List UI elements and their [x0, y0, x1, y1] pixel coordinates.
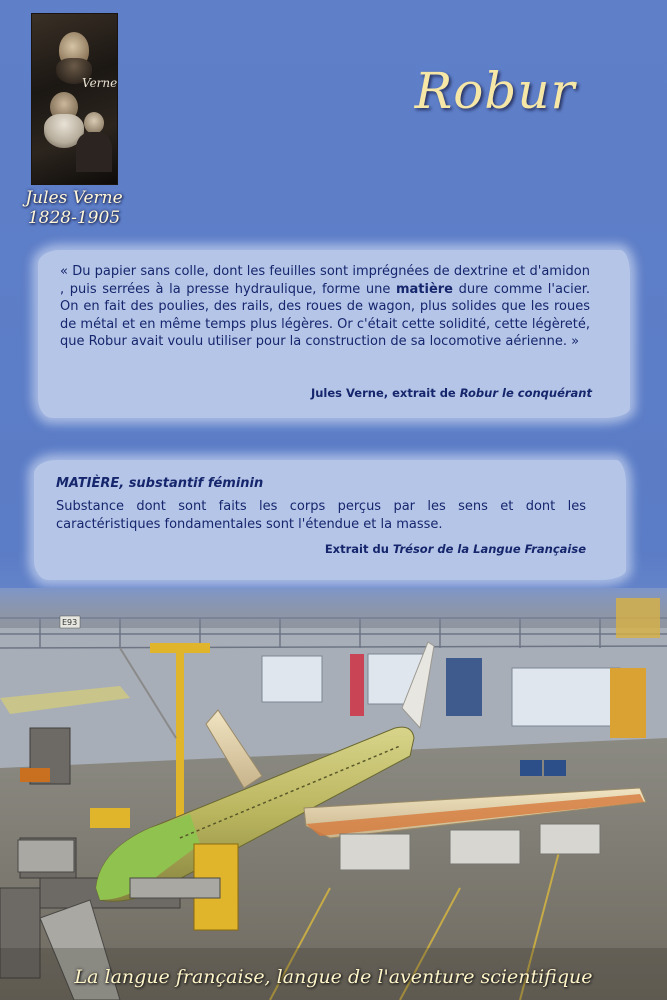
quote-source [311, 386, 592, 400]
definition-source-prefix: Extrait du [324, 542, 393, 556]
page-title: Robur [414, 62, 576, 120]
portrait-face-old [84, 112, 104, 134]
author-caption [8, 188, 140, 228]
quote-text-after: dure comme l'acier. On en fait des poulies, des rails, des roues de wagon, plus solides que les roues de métal et en même temps plus légères. Or c'était cette solidité, cette légèreté, que Robur avait voulu utiliser pour la construction de sa locomotive aérienne. » [60, 281, 590, 350]
aircraft-factory-photo [0, 588, 667, 1000]
definition-source-work: Trésor de la Langue Française [392, 542, 586, 556]
hall-sign: E93 [62, 618, 78, 627]
quote-text-before: « Du papier sans colle, dont les feuilles sont imprégnées de dextrine et d'amidon , puis serrées à la presse hydraulique, forme une [60, 264, 590, 297]
portrait-body-old [76, 132, 112, 172]
quote-emphasis: matière [395, 281, 453, 297]
quote-source-prefix: Jules Verne, extrait de [310, 386, 460, 400]
definition-heading: MATIÈRE, substantif féminin [56, 476, 264, 491]
quote-text [60, 263, 590, 351]
quote-panel [38, 250, 630, 418]
definition-source [325, 542, 586, 556]
definition-panel [34, 460, 626, 580]
definition-text: Substance dont sont faits les corps perçus par les sens et dont les caractéristiques fondamentales sont l'étendue et la masse. [56, 499, 586, 532]
author-name: Jules Verne [25, 188, 123, 208]
quote-source-work: Robur le conquérant [459, 386, 592, 400]
author-years: 1828-1905 [27, 208, 121, 228]
footer-motto: La langue française, langue de l'aventure scientifique [74, 966, 593, 988]
jules-verne-portrait [31, 13, 118, 185]
portrait-signature: Verne [82, 76, 118, 90]
